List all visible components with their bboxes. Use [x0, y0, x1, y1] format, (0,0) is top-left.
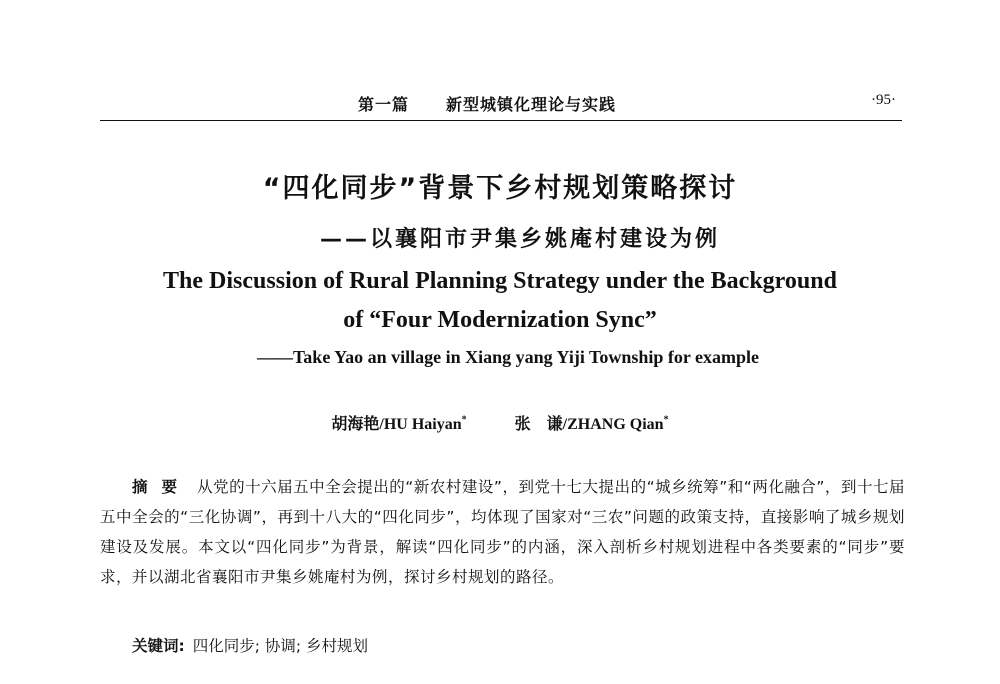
- page-number: ·95·: [871, 92, 896, 108]
- author-1: [331, 411, 466, 434]
- abstract: [100, 472, 905, 592]
- header-topic: 新型城镇化理论与实践: [446, 95, 617, 114]
- keywords-label: 关键词:: [132, 637, 185, 655]
- subtitle-chinese: ——以襄阳市尹集乡姚庵村建设为例: [319, 227, 720, 252]
- keywords-text: 四化同步; 协调; 乡村规划: [192, 637, 369, 655]
- author-1-name: 胡海艳/HU Haiyan: [331, 416, 462, 433]
- subtitle-english: ——Take Yao an village in Xiang yang Yiji Township for example: [256, 347, 760, 367]
- author-1-mark: *: [461, 414, 467, 426]
- header-rule: [100, 120, 902, 121]
- header-chapter: 第一篇: [358, 95, 410, 114]
- author-2-name: 张 谦/ZHANG Qian: [514, 416, 664, 433]
- abstract-text: 从党的十六届五中全会提出的“新农村建设”，到党十七大提出的“城乡统筹”和“两化融合”，到十七届五中全会的“三化协调”，再到十八大的“四化同步”，均体现了国家对“三农”问题的政策支持，直接影响了城乡规划建设及发展。本文以“四化同步”为背景，解读“四化同步”的内涵，深入剖析乡村规划进程中各类要素的“同步”要求，并以湖北省襄阳市尹集乡姚庵村为例，探讨乡村规划的路径。: [100, 478, 905, 586]
- title-english-line-1: The Discussion of Rural Planning Strategy under the Background: [163, 268, 837, 294]
- title-chinese: “四化同步”背景下乡村规划策略探讨: [262, 173, 738, 204]
- author-2-mark: *: [663, 414, 669, 426]
- author-line: [0, 411, 1000, 434]
- abstract-label: 摘要: [132, 478, 192, 496]
- author-2: [515, 411, 669, 434]
- title-english-line-2: of “Four Modernization Sync”: [343, 307, 657, 333]
- running-header: [100, 92, 900, 116]
- keywords: [132, 634, 902, 656]
